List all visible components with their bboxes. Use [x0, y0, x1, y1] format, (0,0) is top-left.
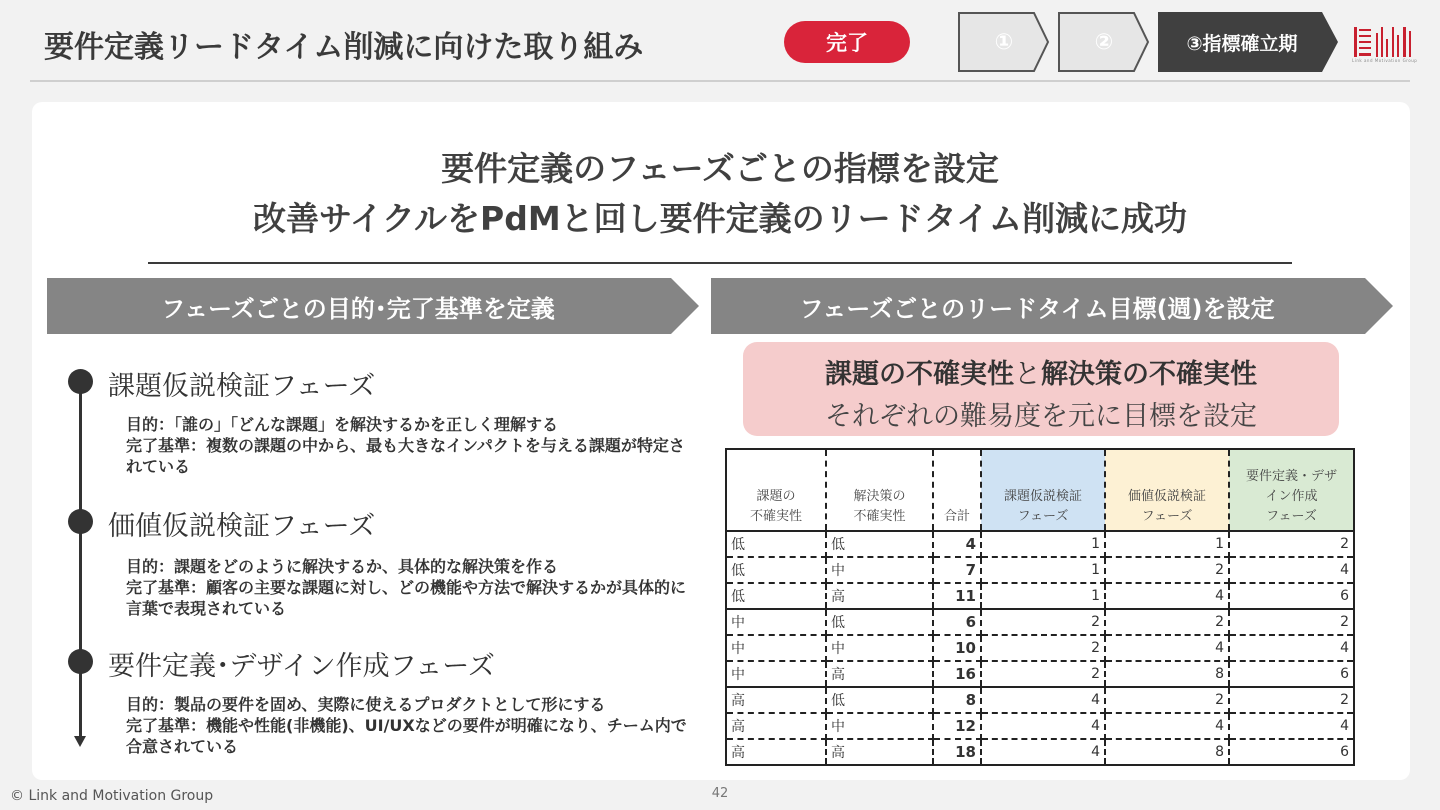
cell-phase-2: 1: [1105, 531, 1229, 557]
cell-phase-1: 2: [981, 609, 1105, 635]
header-solution-uncertainty: 解決策の 不確実性: [826, 449, 933, 531]
table-row: [726, 661, 1354, 687]
table-row: [726, 609, 1354, 635]
header-requirements-design-phase: 要件定義・デザ イン作成 フェーズ: [1229, 449, 1354, 531]
phase-1-purpose: 目的：「誰の」「どんな課題」を解決するかを正しく理解する: [126, 415, 559, 434]
table-row: [726, 557, 1354, 583]
cell-total: 16: [933, 661, 981, 687]
phase-2-criteria: 完了基準：顧客の主要な課題に対し、どの機能や方法で解決するかが具体的に言葉で表現されている: [126, 578, 687, 618]
timeline-line: [79, 380, 82, 738]
cell-problem: 中: [726, 635, 826, 661]
uncertainty-callout: [743, 342, 1339, 436]
phase-2-bullet-icon: [68, 509, 93, 534]
cell-problem: 低: [726, 583, 826, 609]
cell-problem: 高: [726, 713, 826, 739]
cell-total: 4: [933, 531, 981, 557]
header-problem-hypothesis-phase: 課題仮説検証 フェーズ: [981, 449, 1105, 531]
cell-solution: 低: [826, 531, 933, 557]
cell-phase-1: 4: [981, 713, 1105, 739]
cell-total: 11: [933, 583, 981, 609]
page-title: 要件定義リードタイム削減に向けた取り組み: [44, 30, 644, 65]
header-divider: [30, 80, 1410, 82]
cell-total: 8: [933, 687, 981, 713]
cell-phase-1: 4: [981, 687, 1105, 713]
page-number: 42: [711, 786, 729, 801]
cell-phase-2: 4: [1105, 583, 1229, 609]
cell-problem: 低: [726, 557, 826, 583]
cell-problem: 高: [726, 687, 826, 713]
table-header-row: [726, 449, 1354, 531]
step-1-label: ①: [994, 29, 1014, 55]
headline: [0, 144, 1440, 244]
cell-solution: 低: [826, 609, 933, 635]
copyright: © Link and Motivation Group: [10, 788, 214, 804]
header-total: 合計: [933, 449, 981, 531]
phase-1-title: 課題仮説検証フェーズ: [108, 371, 376, 402]
cell-problem: 中: [726, 661, 826, 687]
cell-phase-2: 4: [1105, 713, 1229, 739]
cell-problem: 高: [726, 739, 826, 765]
step-1-chevron: [958, 12, 1050, 72]
cell-solution: 高: [826, 583, 933, 609]
cell-total: 10: [933, 635, 981, 661]
cell-phase-1: 2: [981, 661, 1105, 687]
cell-total: 6: [933, 609, 981, 635]
cell-phase-2: 8: [1105, 739, 1229, 765]
callout-solution-uncertainty: 解決策の不確実性: [1041, 359, 1257, 390]
phase-1-bullet-icon: [68, 369, 93, 394]
cell-solution: 高: [826, 739, 933, 765]
phase-3-criteria: 完了基準：機能や性能(非機能)、UI/UXなどの要件が明確になり、チーム内で合意されている: [126, 716, 687, 756]
cell-phase-1: 1: [981, 583, 1105, 609]
phase-3-title: 要件定義･デザイン作成フェーズ: [108, 651, 495, 682]
cell-phase-2: 4: [1105, 635, 1229, 661]
cell-phase-1: 2: [981, 635, 1105, 661]
cell-solution: 低: [826, 687, 933, 713]
cell-phase-2: 2: [1105, 557, 1229, 583]
cell-phase-2: 8: [1105, 661, 1229, 687]
phase-3-bullet-icon: [68, 649, 93, 674]
headline-line-2: 改善サイクルをPdMと回し要件定義のリードタイム削減に成功: [252, 199, 1188, 238]
cell-total: 12: [933, 713, 981, 739]
right-banner-label: フェーズごとのリードタイム目標(週)を設定: [799, 294, 1275, 323]
phase-2-title: 価値仮説検証フェーズ: [108, 511, 376, 542]
cell-phase-3: 2: [1229, 609, 1354, 635]
table-row: [726, 635, 1354, 661]
header-problem-uncertainty: 課題の 不確実性: [726, 449, 826, 531]
left-banner-label: フェーズごとの目的･完了基準を定義: [161, 294, 555, 323]
cell-phase-3: 6: [1340, 744, 1349, 760]
callout-line-2: それぞれの難易度を元に目標を設定: [825, 401, 1257, 432]
cell-phase-1: 1: [981, 531, 1105, 557]
cell-total: 18: [933, 739, 981, 765]
phase-2-description: [126, 556, 692, 619]
callout-connector: と: [1014, 359, 1041, 390]
table-row: [726, 583, 1354, 609]
cell-phase-3: 2: [1229, 687, 1354, 713]
slide-header: [0, 0, 1440, 82]
callout-line-1: [743, 352, 1339, 391]
cell-phase-3: 4: [1229, 713, 1354, 739]
right-section-banner: [711, 278, 1393, 334]
cell-total: 7: [933, 557, 981, 583]
cell-solution: 中: [826, 635, 933, 661]
header-value-hypothesis-phase: 価値仮説検証 フェーズ: [1105, 449, 1229, 531]
logo-tagline: Link and Motivation Group: [1352, 58, 1418, 63]
cell-problem: 低: [726, 531, 826, 557]
cell-phase-2: 2: [1105, 609, 1229, 635]
phase-3-purpose: 目的：製品の要件を固め、実際に使えるプロダクトとして形にする: [126, 695, 606, 714]
phase-1-description: [126, 414, 692, 477]
timeline-arrow-icon: [74, 736, 86, 747]
callout-problem-uncertainty: 課題の不確実性: [825, 359, 1014, 390]
step-3-label: ③指標確立期: [1186, 32, 1298, 55]
cell-phase-3: 4: [1229, 635, 1354, 661]
step-2-chevron: [1058, 12, 1150, 72]
cell-phase-2: 2: [1105, 687, 1229, 713]
table-row: [726, 739, 1354, 765]
left-section-banner: [47, 278, 699, 334]
cell-phase-3: 4: [1229, 557, 1354, 583]
phase-1-criteria: 完了基準：複数の課題の中から、最も大きなインパクトを与える課題が特定されている: [126, 436, 685, 476]
cell-solution: 中: [826, 713, 933, 739]
cell-phase-3: 6: [1229, 661, 1354, 687]
phase-3-description: [126, 694, 692, 757]
cell-solution: 中: [826, 557, 933, 583]
step-2-label: ②: [1094, 29, 1114, 55]
cell-phase-1: 4: [981, 739, 1105, 765]
headline-divider: [148, 262, 1292, 264]
step-3-chevron: [1158, 12, 1338, 72]
phase-2-purpose: 目的：課題をどのように解決するか、具体的な解決策を作る: [126, 557, 559, 576]
table-row: [726, 713, 1354, 739]
cell-phase-3: 2: [1229, 531, 1354, 557]
cell-solution: 高: [826, 661, 933, 687]
table-row: [726, 531, 1354, 557]
cell-problem: 中: [726, 609, 826, 635]
cell-phase-1: 1: [981, 557, 1105, 583]
lead-time-table: [725, 448, 1355, 766]
cell-phase-3: 6: [1229, 583, 1354, 609]
status-badge: 完了: [784, 21, 910, 63]
table-row: [726, 687, 1354, 713]
headline-line-1: 要件定義のフェーズごとの指標を設定: [441, 149, 999, 188]
